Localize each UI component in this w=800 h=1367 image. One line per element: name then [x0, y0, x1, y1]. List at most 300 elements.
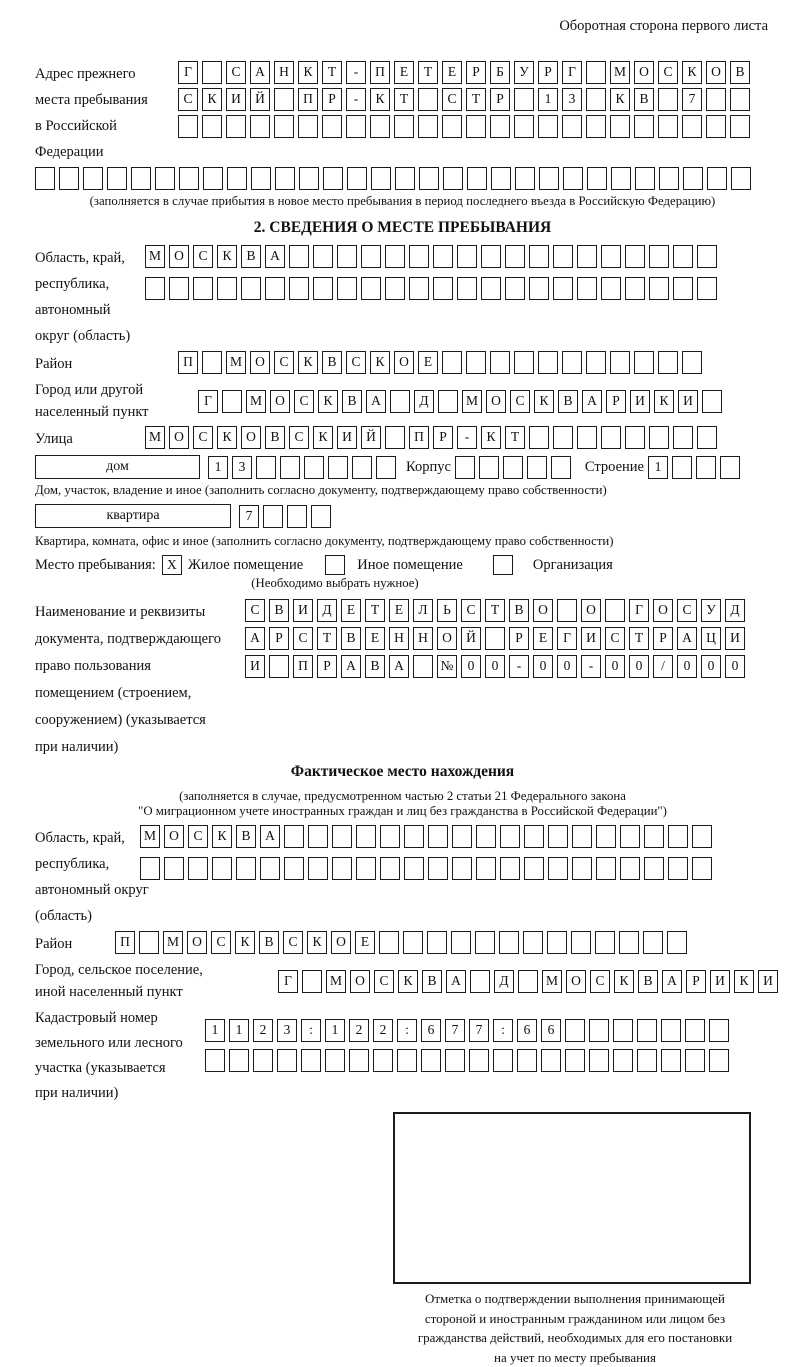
form-cell: О [394, 351, 414, 374]
form-cell [589, 1019, 609, 1042]
form-cell: 7 [445, 1019, 465, 1042]
form-cell [577, 245, 597, 268]
form-cell: - [346, 88, 366, 111]
form-cell [515, 167, 535, 190]
form-cell [685, 1049, 705, 1072]
form-cell: - [581, 655, 601, 678]
house-note: Дом, участок, владение и иное (заполнить согласно документу, подтверждающему право собственности) [35, 483, 607, 497]
form-cell [730, 115, 750, 138]
form-cell: П [293, 655, 313, 678]
form-cell [385, 277, 405, 300]
form-cell [658, 351, 678, 374]
form-cell [404, 825, 424, 848]
form-cell: О [250, 351, 270, 374]
form-cell: И [337, 426, 357, 449]
form-cell [413, 655, 433, 678]
form-cell [659, 167, 679, 190]
form-cell [610, 115, 630, 138]
form-cell [256, 456, 276, 479]
form-cell [707, 167, 727, 190]
form-cell [548, 857, 568, 880]
form-cell [601, 277, 621, 300]
form-cell [517, 1049, 537, 1072]
form-cell [731, 167, 751, 190]
form-cell [352, 456, 372, 479]
form-cell [661, 1019, 681, 1042]
form-cell [212, 857, 232, 880]
form-cell: К [313, 426, 333, 449]
form-cell [538, 115, 558, 138]
form-cell: О [437, 627, 457, 650]
form-cell: К [534, 390, 554, 413]
form-cell: К [235, 931, 255, 954]
form-cell: Л [413, 599, 433, 622]
form-cell: К [298, 351, 318, 374]
form-cell [553, 426, 573, 449]
form-cell: Г [562, 61, 582, 84]
form-cell: О [634, 61, 654, 84]
form-cell [610, 351, 630, 374]
form-cell [562, 115, 582, 138]
cell-row [145, 426, 721, 449]
form-cell: Р [322, 88, 342, 111]
form-cell [349, 1049, 369, 1072]
form-cell [332, 825, 352, 848]
form-cell: Т [322, 61, 342, 84]
form-cell: И [758, 970, 778, 993]
stay-place-row [35, 555, 770, 575]
form-cell: И [226, 88, 246, 111]
form-cell: Н [413, 627, 433, 650]
form-cell: И [678, 390, 698, 413]
form-cell: Т [485, 599, 505, 622]
form-cell: У [514, 61, 534, 84]
form-cell: А [446, 970, 466, 993]
form-cell: М [610, 61, 630, 84]
form-cell [202, 61, 222, 84]
cell-row [205, 1019, 733, 1042]
document-block [35, 599, 770, 761]
form-cell [551, 456, 571, 479]
form-cell: К [481, 426, 501, 449]
form-cell: К [370, 351, 390, 374]
form-cell: В [241, 245, 261, 268]
form-cell: К [682, 61, 702, 84]
form-cell: 0 [485, 655, 505, 678]
form-cell: С [374, 970, 394, 993]
form-cell [302, 970, 322, 993]
form-cell: 1 [205, 1019, 225, 1042]
form-cell: И [725, 627, 745, 650]
cell-row [140, 825, 716, 848]
form-cell [661, 1049, 681, 1072]
form-cell [404, 857, 424, 880]
form-cell [658, 88, 678, 111]
stroenie-label: Строение [584, 459, 644, 475]
form-cell [304, 456, 324, 479]
form-cell: Д [494, 970, 514, 993]
form-cell: 7 [239, 505, 259, 528]
actual-city-label: Город, сельское поселение, иной населенный пункт [35, 962, 203, 1000]
form-cell: О [169, 426, 189, 449]
form-cell [493, 1049, 513, 1072]
form-cell [565, 1049, 585, 1072]
form-cell [251, 167, 271, 190]
form-cell [706, 88, 726, 111]
form-cell: К [318, 390, 338, 413]
form-cell [553, 245, 573, 268]
form-cell [145, 277, 165, 300]
form-cell: П [298, 88, 318, 111]
form-cell [577, 277, 597, 300]
form-cell [619, 931, 639, 954]
form-cell [227, 167, 247, 190]
form-cell: А [677, 627, 697, 650]
form-cell: М [145, 245, 165, 268]
district-label: Район [35, 356, 73, 372]
actual-city-block [35, 959, 773, 1003]
form-cell: 1 [648, 456, 668, 479]
form-cell: 2 [349, 1019, 369, 1042]
form-cell: С [346, 351, 366, 374]
form-cell [289, 277, 309, 300]
form-cell: Т [418, 61, 438, 84]
form-cell [455, 456, 475, 479]
form-cell [328, 456, 348, 479]
form-cell [649, 277, 669, 300]
form-cell [548, 825, 568, 848]
form-cell [625, 426, 645, 449]
cadastre-block [35, 1006, 770, 1106]
form-cell [524, 857, 544, 880]
form-cell: В [322, 351, 342, 374]
form-cell [269, 655, 289, 678]
form-cell: К [654, 390, 674, 413]
form-cell [418, 115, 438, 138]
form-cell [672, 456, 692, 479]
form-cell [438, 390, 458, 413]
form-cell [518, 970, 538, 993]
previous-address-label: Адрес прежнего места пребывания в Российской Федерации [35, 66, 148, 160]
korpus-label: Корпус [406, 459, 451, 475]
form-cell [284, 825, 304, 848]
form-cell: О [581, 599, 601, 622]
form-cell [572, 825, 592, 848]
form-cell [308, 857, 328, 880]
form-cell [481, 277, 501, 300]
form-cell [385, 245, 405, 268]
form-cell [236, 857, 256, 880]
form-cell: Й [461, 627, 481, 650]
form-cell: К [307, 931, 327, 954]
cell-row [198, 390, 726, 413]
form-cell: К [398, 970, 418, 993]
form-cell [323, 167, 343, 190]
form-cell: Д [725, 599, 745, 622]
cell-row [178, 88, 754, 111]
actual-location-note-line1: (заполняется в случае, предусмотренном частью 2 статьи 21 Федерального закона [179, 789, 626, 803]
form-cell [385, 426, 405, 449]
form-cell [523, 931, 543, 954]
form-cell [643, 931, 663, 954]
form-cell [394, 115, 414, 138]
stamp-caption: Отметка о подтверждении выполнения принимающей стороной и иностранным гражданином или лицом без гражданства действий, необходимых для его постановки на учет по месту пребывания [417, 1291, 733, 1365]
form-cell [625, 277, 645, 300]
form-cell [395, 167, 415, 190]
option-inoe-label: Иное помещение [357, 556, 463, 573]
form-cell: 0 [533, 655, 553, 678]
form-cell [586, 351, 606, 374]
form-cell [131, 167, 151, 190]
form-cell: С [283, 931, 303, 954]
checkbox-zhiloe: X [162, 555, 182, 575]
form-cell: И [245, 655, 265, 678]
form-cell [620, 857, 640, 880]
form-cell [390, 390, 410, 413]
form-cell [644, 857, 664, 880]
form-cell [697, 245, 717, 268]
form-cell: Г [557, 627, 577, 650]
form-cell: С [510, 390, 530, 413]
form-cell [337, 245, 357, 268]
cell-row [455, 456, 575, 479]
form-cell [644, 825, 664, 848]
form-cell [499, 931, 519, 954]
cell-row [140, 857, 716, 880]
form-cell [696, 456, 716, 479]
cell-row [178, 61, 754, 84]
form-cell: А [250, 61, 270, 84]
form-cell: Д [414, 390, 434, 413]
form-cell: 1 [229, 1019, 249, 1042]
form-cell [490, 115, 510, 138]
form-cell [470, 970, 490, 993]
form-cell [442, 115, 462, 138]
form-cell [481, 245, 501, 268]
form-cell: 6 [517, 1019, 537, 1042]
form-cell [107, 167, 127, 190]
form-cell [476, 825, 496, 848]
form-cell: С [289, 426, 309, 449]
form-cell [457, 277, 477, 300]
form-cell [356, 857, 376, 880]
form-cell [541, 1049, 561, 1072]
form-cell: / [653, 655, 673, 678]
form-cell [529, 426, 549, 449]
form-cell: С [605, 627, 625, 650]
form-cell [356, 825, 376, 848]
form-cell [83, 167, 103, 190]
form-cell [571, 931, 591, 954]
form-cell: К [202, 88, 222, 111]
form-cell [325, 1049, 345, 1072]
form-cell: О [241, 426, 261, 449]
form-cell [347, 167, 367, 190]
form-cell [433, 245, 453, 268]
form-cell [263, 505, 283, 528]
form-cell [451, 931, 471, 954]
form-cell [692, 857, 712, 880]
form-cell [637, 1019, 657, 1042]
form-cell: Т [466, 88, 486, 111]
form-cell [682, 115, 702, 138]
form-cell: С [188, 825, 208, 848]
form-cell [683, 167, 703, 190]
form-cell [280, 456, 300, 479]
form-cell [697, 277, 717, 300]
form-cell [596, 857, 616, 880]
form-cell [706, 115, 726, 138]
form-cell: Б [490, 61, 510, 84]
form-cell [397, 1049, 417, 1072]
form-cell: В [341, 627, 361, 650]
form-cell [563, 167, 583, 190]
form-cell [668, 825, 688, 848]
form-cell: А [265, 245, 285, 268]
form-cell: - [509, 655, 529, 678]
form-cell [308, 825, 328, 848]
form-cell: Г [629, 599, 649, 622]
form-cell: Г [278, 970, 298, 993]
form-cell [682, 351, 702, 374]
form-cell [587, 167, 607, 190]
form-cell [193, 277, 213, 300]
form-cell [557, 599, 577, 622]
form-cell: 3 [232, 456, 252, 479]
form-cell [275, 167, 295, 190]
form-cell: Т [317, 627, 337, 650]
form-cell [222, 390, 242, 413]
form-cell [403, 931, 423, 954]
apartment-name-box: квартира [35, 504, 231, 528]
form-cell: С [193, 245, 213, 268]
form-cell [601, 426, 621, 449]
form-cell: М [140, 825, 160, 848]
form-cell [673, 277, 693, 300]
form-cell: П [178, 351, 198, 374]
form-cell [524, 825, 544, 848]
street-block [35, 426, 770, 453]
city-block [35, 379, 770, 423]
form-cell: Е [389, 599, 409, 622]
form-cell [301, 1049, 321, 1072]
form-cell [442, 351, 462, 374]
form-cell: М [326, 970, 346, 993]
form-cell [370, 115, 390, 138]
form-cell [469, 1049, 489, 1072]
form-cell: 1 [325, 1019, 345, 1042]
previous-address-block [35, 61, 770, 165]
form-cell: Р [466, 61, 486, 84]
form-cell: Е [365, 627, 385, 650]
form-cell: А [662, 970, 682, 993]
form-cell [589, 1049, 609, 1072]
form-cell: Е [533, 627, 553, 650]
form-cell [596, 825, 616, 848]
form-cell [313, 277, 333, 300]
form-cell [514, 115, 534, 138]
form-cell: 0 [701, 655, 721, 678]
form-cell: Е [418, 351, 438, 374]
previous-address-cells [178, 61, 754, 142]
form-cell: О [566, 970, 586, 993]
form-cell: О [187, 931, 207, 954]
form-cell: 3 [562, 88, 582, 111]
page-side-note: Оборотная сторона первого листа [559, 18, 768, 34]
form-cell: В [269, 599, 289, 622]
form-cell: В [259, 931, 279, 954]
cell-row [245, 627, 749, 650]
form-cell [562, 351, 582, 374]
form-cell [692, 825, 712, 848]
form-cell: 0 [557, 655, 577, 678]
option-organizaciya-label: Организация [532, 556, 613, 573]
form-cell [409, 277, 429, 300]
form-cell [59, 167, 79, 190]
form-cell [361, 277, 381, 300]
form-cell: О [486, 390, 506, 413]
form-cell: Й [361, 426, 381, 449]
form-cell: С [293, 627, 313, 650]
form-cell: 1 [208, 456, 228, 479]
form-cell [250, 115, 270, 138]
confirmation-stamp-box [393, 1112, 751, 1284]
form-cell: Т [365, 599, 385, 622]
form-cell [577, 426, 597, 449]
form-cell [505, 245, 525, 268]
form-cell: К [298, 61, 318, 84]
form-cell: П [409, 426, 429, 449]
form-cell [605, 599, 625, 622]
form-cell [529, 277, 549, 300]
actual-region-label: Область, край, республика, автономный округ (область) [35, 830, 149, 924]
form-cell: - [346, 61, 366, 84]
option-zhiloe-label: Жилое помещение [187, 556, 304, 573]
form-cell [313, 245, 333, 268]
form-cell: К [610, 88, 630, 111]
form-cell [505, 277, 525, 300]
form-cell: 0 [725, 655, 745, 678]
form-cell: А [389, 655, 409, 678]
section2-title: 2. СВЕДЕНИЯ О МЕСТЕ ПРЕБЫВАНИЯ [253, 219, 552, 236]
form-cell: О [270, 390, 290, 413]
form-cell: : [493, 1019, 513, 1042]
previous-address-overflow-row [35, 167, 770, 190]
form-cell [287, 505, 307, 528]
form-cell: К [217, 245, 237, 268]
form-cell: Г [178, 61, 198, 84]
form-cell [274, 115, 294, 138]
form-cell: В [422, 970, 442, 993]
form-cell [476, 857, 496, 880]
form-cell: С [178, 88, 198, 111]
form-cell [586, 61, 606, 84]
form-cell [634, 351, 654, 374]
form-cell: 0 [605, 655, 625, 678]
form-cell: - [457, 426, 477, 449]
form-cell [595, 931, 615, 954]
region-label: Область, край, республика, автономный округ (область) [35, 250, 131, 344]
form-cell: Т [394, 88, 414, 111]
form-cell [620, 825, 640, 848]
form-cell: С [211, 931, 231, 954]
form-cell: В [265, 426, 285, 449]
city-label: Город или другой населенный пункт [35, 382, 149, 420]
form-cell: : [301, 1019, 321, 1042]
checkbox-organizaciya [493, 555, 513, 575]
form-cell: А [582, 390, 602, 413]
form-cell [140, 857, 160, 880]
